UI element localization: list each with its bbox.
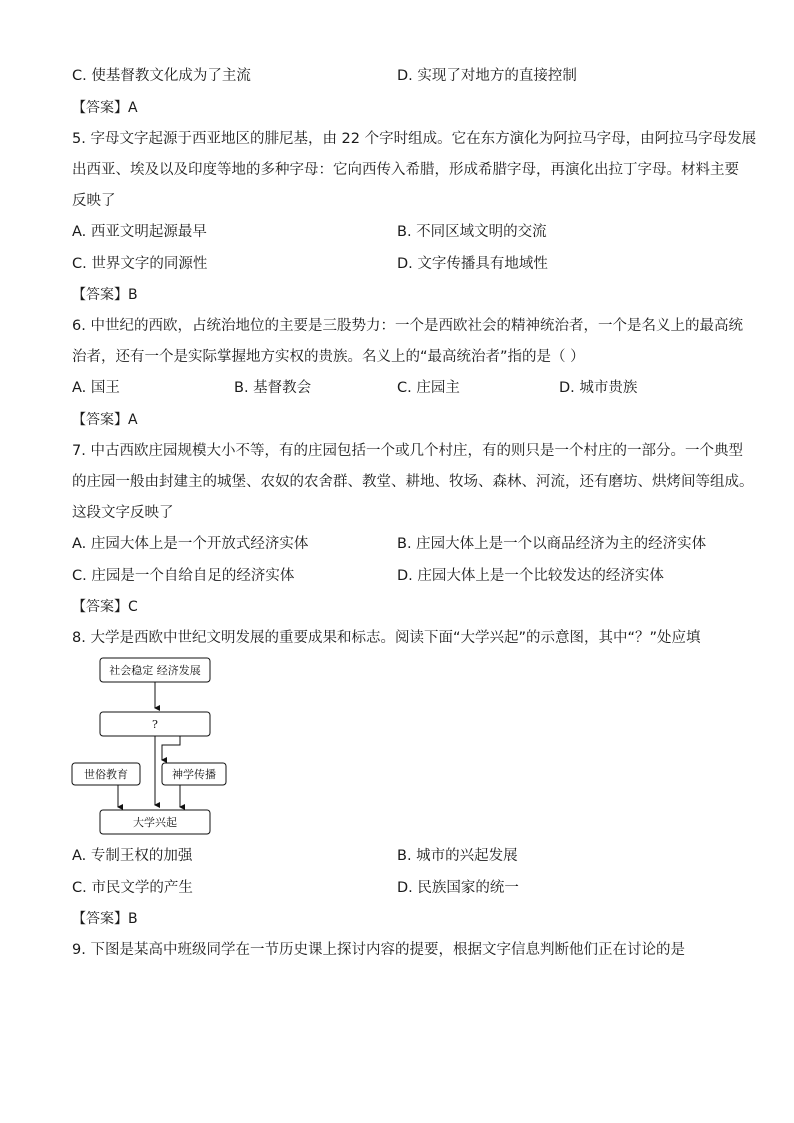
q4-option-d: D. 实现了对地方的直接控制 [397,68,577,84]
q7-stem-line-1: 7. 中古西欧庄园规模大小不等，有的庄园包括一个或几个村庄，有的则只是一个村庄的一部分。一个典型 [72,443,743,459]
q4-option-c: C. 使基督教文化成为了主流 [72,68,251,84]
q7-stem-line-3: 这段文字反映了 [72,505,174,521]
diagram-box-bottom-label: 大学兴起 [133,816,177,829]
q7-option-b: B. 庄园大体上是一个以商品经济为主的经济实体 [397,536,707,552]
q5-option-b: B. 不同区域文明的交流 [397,224,547,240]
q6-option-a: A. 国王 [72,380,120,396]
q7-option-a: A. 庄园大体上是一个开放式经济实体 [72,536,309,552]
q6-option-d: D. 城市贵族 [559,380,638,396]
q6-stem-line-2: 治者，还有一个是实际掌握地方实权的贵族。名义上的“最高统治者”指的是（ ） [72,349,585,365]
q9-stem-line-1: 9. 下图是某高中班级同学在一节历史课上探讨内容的提要，根据文字信息判断他们正在讨论的是 [72,942,685,958]
q6-stem-line-1: 6. 中世纪的西欧，占统治地位的主要是三股势力：一个是西欧社会的精神统治者，一个是名义上的最高统 [72,318,743,334]
q5-stem-line-1: 5. 字母文字起源于西亚地区的腓尼基，由 22 个字时组成。它在东方演化为阿拉马字母，由阿拉马字母发展 [72,131,757,147]
q4-answer: 【答案】A [72,100,138,116]
diagram-box-middle-label: ? [152,718,158,731]
q5-stem-line-3: 反映了 [72,193,116,209]
q5-stem-line-2: 出西亚、埃及以及印度等地的多种字母：它向西传入希腊，形成希腊字母，再演化出拉丁字母。材料主要 [72,162,739,178]
diagram-box-left-label: 世俗教育 [84,768,128,781]
q5-option-d: D. 文字传播具有地域性 [397,256,548,272]
q5-option-a: A. 西亚文明起源最早 [72,224,207,240]
q7-option-d: D. 庄园大体上是一个比较发达的经济实体 [397,568,664,584]
q8-answer: 【答案】B [72,911,138,927]
diagram-box-right-label: 神学传播 [172,768,216,781]
university-rise-diagram [60,655,240,840]
q7-stem-line-2: 的庄园一般由封建主的城堡、农奴的农舍群、教堂、耕地、牧场、森林、河流，还有磨坊、烘烤间等组成。 [72,474,754,490]
q8-option-c: C. 市民文学的产生 [72,880,193,896]
q8-option-d: D. 民族国家的统一 [397,880,519,896]
q6-option-b: B. 基督教会 [234,380,312,396]
q5-answer: 【答案】B [72,287,138,303]
diagram-arrow-middle-right [162,736,180,760]
q5-option-c: C. 世界文字的同源性 [72,256,208,272]
q8-option-a: A. 专制王权的加强 [72,848,193,864]
q8-option-b: B. 城市的兴起发展 [397,848,518,864]
q6-answer: 【答案】A [72,412,138,428]
diagram-box-top-label: 社会稳定 经济发展 [109,664,201,677]
q8-stem-line-1: 8. 大学是西欧中世纪文明发展的重要成果和标志。阅读下面“大学兴起”的示意图，其中“？”处应填 [72,630,701,646]
q7-option-c: C. 庄园是一个自给自足的经济实体 [72,568,295,584]
q7-answer: 【答案】C [72,599,138,615]
q6-option-c: C. 庄园主 [397,380,460,396]
